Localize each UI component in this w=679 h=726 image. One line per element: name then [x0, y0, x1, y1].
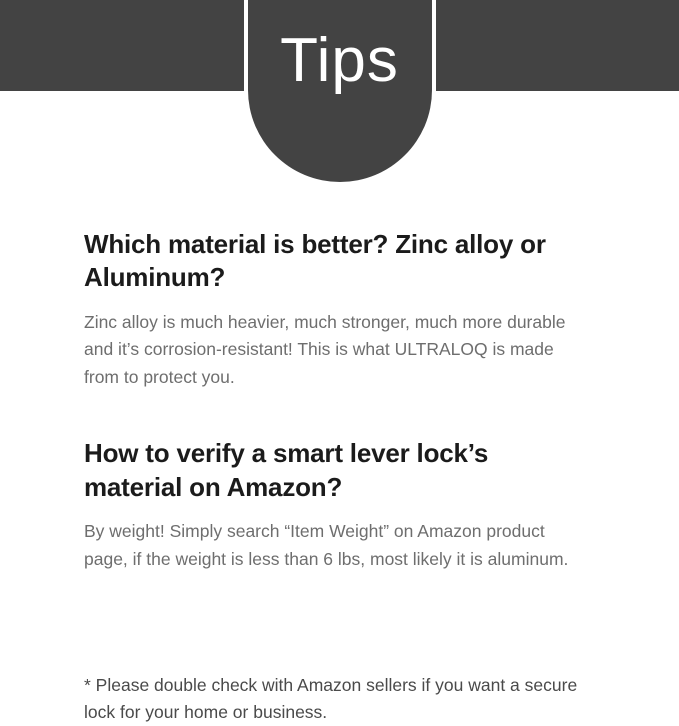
qa-question: Which material is better? Zinc alloy or Aluminum? — [84, 229, 546, 293]
tips-content — [84, 228, 596, 607]
qa-answer: By weight! Simply search “Item Weight” on Amazon product page, if the weight is less than 6 lbs, most likely it is aluminum. — [84, 520, 569, 569]
footnote: * Please double check with Amazon sellers if you want a secure lock for your home or business. — [84, 675, 578, 723]
tips-badge — [244, 0, 436, 186]
qa-answer: Zinc alloy is much heavier, much stronger, much more durable and it’s corrosion-resistant! This is what ULTRALOQ is made from to protect you. — [84, 311, 566, 387]
qa-question: How to verify a smart lever lock’s material on Amazon? — [84, 438, 489, 502]
qa-item — [84, 228, 596, 391]
page-title: Tips — [280, 26, 399, 95]
qa-item — [84, 437, 596, 573]
